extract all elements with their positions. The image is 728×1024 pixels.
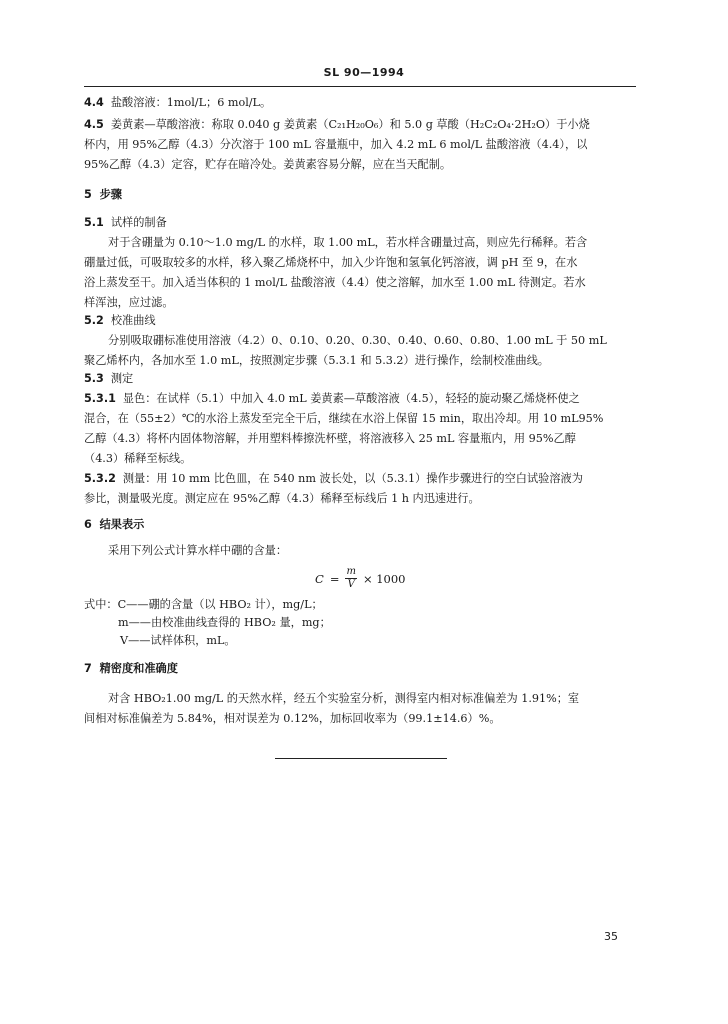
clause-text: 测量：用 10 mm 比色皿，在 540 nm 波长处，以（5.3.1）操作步骤进行的空白试验溶液为 (122, 472, 583, 485)
clause-5-2-heading (84, 312, 636, 330)
page-number: 35 (604, 930, 618, 943)
where-line-1: 式中：C——硼的含量（以 HBO₂ 计），mg/L； (84, 598, 323, 611)
section-title: 步骤 (99, 188, 122, 201)
clause-number: 5.3.1 (84, 392, 116, 405)
clause-4-5-line-3: 95%乙醇（4.3）定容，贮存在暗冷处。姜黄素容易分解，应在当天配制。 (84, 158, 452, 171)
clause-5-3-1-line-4: （4.3）稀释至标线。 (84, 452, 192, 465)
section-6-heading (84, 516, 636, 534)
formula-lhs: C (315, 571, 324, 586)
clause-5-3-1-line-2: 混合，在（55±2）℃的水浴上蒸发至完全干后，继续在水浴上保留 15 min，取出冷却。用 10 mL95% (84, 412, 604, 425)
clause-5-1-line-4: 样浑浊，应过滤。 (84, 296, 174, 309)
formula-equals: = (329, 571, 340, 586)
end-of-text-rule (275, 758, 447, 759)
formula-denominator: V (347, 579, 355, 590)
clause-5-1-heading (84, 214, 636, 232)
section-7-line-2: 间相对标准偏差为 5.84%，相对误差为 0.12%，加标回收率为（99.1±14.6）%。 (84, 712, 501, 725)
clause-5-3-2-line-1 (84, 470, 636, 488)
clause-number: 5.3 (84, 372, 104, 385)
standard-code-header: SL 90—1994 (323, 66, 405, 79)
formula-multiplier: × 1000 (362, 571, 406, 586)
clause-5-1-line-1: 对于含硼量为 0.10～1.0 mg/L 的水样，取 1.00 mL，若水样含硼量过高，则应先行稀释。若含 (108, 236, 588, 249)
section-title: 结果表示 (99, 518, 145, 531)
clause-5-1-line-2: 硼量过低，可吸取较多的水样，移入聚乙烯烧杯中，加入少许饱和氢氧化钙溶液，调 pH 至 9，在水 (84, 256, 578, 269)
clause-title: 测定 (110, 372, 134, 385)
clause-5-1-line-3: 浴上蒸发至干。加入适当体积的 1 mol/L 盐酸溶液（4.4）使之溶解，加水至 1.00 mL 待测定。若水 (84, 276, 586, 289)
clause-number: 4.4 (84, 96, 104, 109)
clause-number: 5.2 (84, 314, 104, 327)
clause-text: 显色：在试样（5.1）中加入 4.0 mL 姜黄素—草酸溶液（4.5），轻轻的旋动聚乙烯烧杯使之 (122, 392, 580, 405)
section-7-heading (84, 660, 636, 678)
clause-number: 4.5 (84, 118, 104, 131)
clause-5-3-1-line-1 (84, 390, 636, 408)
clause-5-2-line-2: 聚乙烯杯内，各加水至 1.0 mL，按照测定步骤（5.3.1 和 5.3.2）进行操作，绘制校准曲线。 (84, 354, 549, 367)
boron-formula (315, 566, 406, 591)
clause-4-4 (84, 94, 636, 112)
formula-numerator: m (346, 566, 356, 577)
section-number: 5 (84, 188, 92, 201)
section-number: 7 (84, 662, 92, 675)
clause-5-2-line-1: 分别吸取硼标准使用溶液（4.2）0、0.10、0.20、0.30、0.40、0.60、0.80、1.00 mL 于 50 mL (108, 334, 607, 347)
clause-number: 5.1 (84, 216, 104, 229)
clause-4-5-line-2: 杯内，用 95%乙醇（4.3）分次溶于 100 mL 容量瓶中，加入 4.2 mL 6 mol/L 盐酸溶液（4.4），以 (84, 138, 588, 151)
clause-text: 姜黄素—草酸溶液：称取 0.040 g 姜黄素（C₂₁H₂₀O₆）和 5.0 g 草酸（H₂C₂O₄·2H₂O）于小烧 (110, 118, 590, 131)
header-rule (84, 86, 636, 87)
clause-4-5-line-1 (84, 116, 636, 134)
clause-title: 试样的制备 (110, 216, 167, 229)
section-6-intro: 采用下列公式计算水样中硼的含量： (108, 544, 288, 557)
section-number: 6 (84, 518, 92, 531)
clause-text: 盐酸溶液：1mol/L；6 mol/L。 (110, 96, 272, 109)
section-5-heading (84, 186, 636, 204)
clause-number: 5.3.2 (84, 472, 116, 485)
clause-5-3-2-line-2: 参比，测量吸光度。测定应在 95%乙醇（4.3）稀释至标线后 1 h 内迅速进行。 (84, 492, 480, 505)
section-title: 精密度和准确度 (99, 662, 178, 675)
clause-5-3-heading (84, 370, 636, 388)
where-line-3: V——试样体积，mL。 (120, 634, 236, 647)
clause-title: 校准曲线 (110, 314, 156, 327)
clause-5-3-1-line-3: 乙醇（4.3）将杯内固体物溶解，并用塑料棒擦洗杯壁，将溶液移入 25 mL 容量瓶内，用 95%乙醇 (84, 432, 576, 445)
formula-fraction (345, 566, 356, 591)
where-line-2: m——由校准曲线查得的 HBO₂ 量，mg； (118, 616, 331, 629)
section-7-line-1: 对含 HBO₂1.00 mg/L 的天然水样，经五个实验室分析，测得室内相对标准偏差为 1.91%；室 (108, 692, 580, 705)
